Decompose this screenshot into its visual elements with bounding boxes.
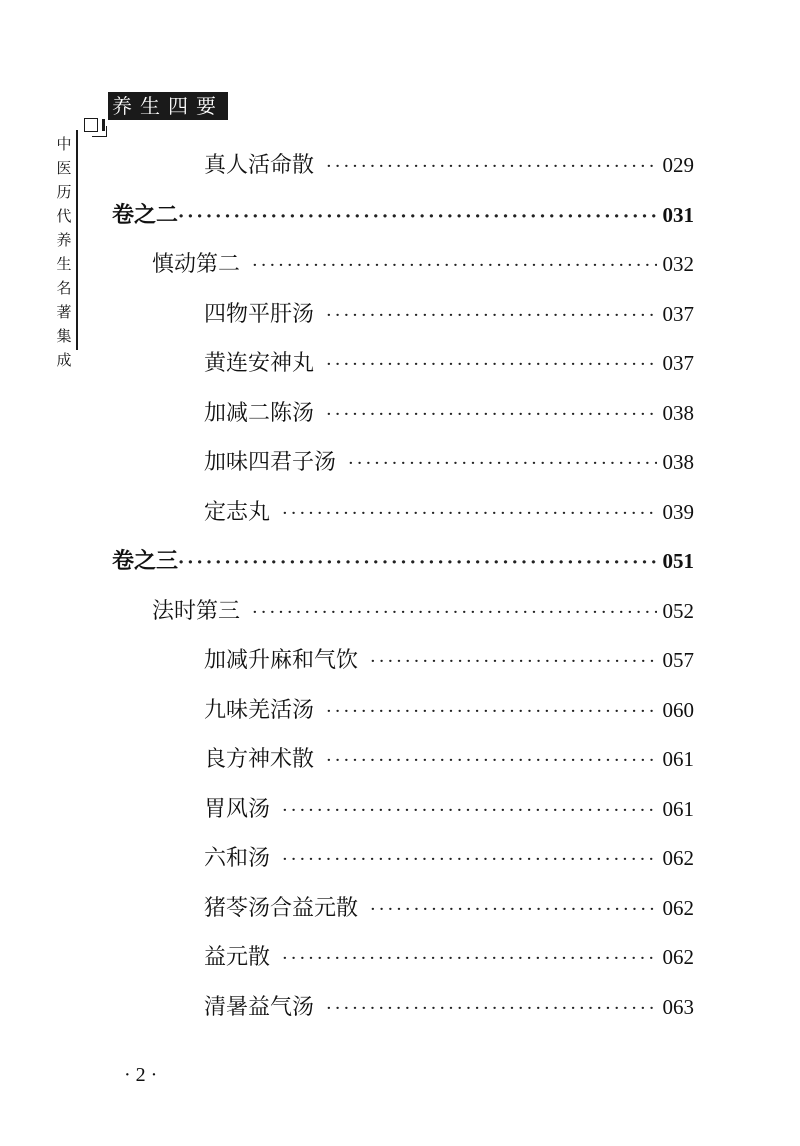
- toc-entry-title: 四物平肝汤: [204, 301, 315, 327]
- toc-entry-title: 慎动第二: [152, 252, 241, 277]
- series-title-char: 生: [56, 255, 72, 273]
- toc-entry-title: 定志丸: [204, 499, 271, 525]
- dot-leader: [282, 800, 656, 821]
- toc-entry-page: 051: [662, 549, 694, 573]
- toc-entry-page: 039: [662, 499, 694, 524]
- toc-entry[interactable]: [152, 247, 694, 287]
- dot-leader: [252, 255, 656, 276]
- page-number: · 2 ·: [124, 1064, 158, 1086]
- series-title-char: 著: [56, 303, 72, 321]
- toc-entry-page: 031: [662, 202, 694, 227]
- dot-leader: [252, 602, 656, 623]
- toc-entry[interactable]: [204, 148, 694, 188]
- toc-entry-page: 038: [662, 450, 694, 474]
- toc-entry[interactable]: [204, 742, 694, 782]
- toc-entry-page: 063: [662, 994, 694, 1019]
- toc-entry-page: 062: [662, 945, 694, 969]
- dot-leader: [326, 701, 656, 722]
- toc-entry[interactable]: [204, 445, 694, 485]
- toc-entry-page: 038: [662, 400, 694, 425]
- toc-entry-title: 胃风汤: [204, 796, 271, 822]
- toc-entry-page: 037: [662, 301, 694, 326]
- toc-entry[interactable]: [204, 940, 694, 980]
- corner-ornament-secondary: [92, 126, 107, 137]
- toc-entry-title: 九味羌活汤: [204, 697, 315, 723]
- toc-entry-title: 猪苓汤合益元散: [204, 895, 359, 921]
- toc-entry-page: 032: [662, 252, 694, 276]
- dot-leader: [326, 750, 656, 771]
- side-rule: [76, 130, 78, 350]
- toc-entry-page: 062: [662, 846, 694, 870]
- toc-entry-page: 062: [662, 895, 694, 920]
- dot-leader: [326, 354, 656, 375]
- toc-entry-title: 法时第三: [152, 598, 241, 624]
- dot-leader: [326, 305, 656, 326]
- dot-leader: [178, 552, 656, 573]
- toc-entry[interactable]: [112, 198, 694, 238]
- toc-entry-page: 061: [662, 747, 694, 771]
- dot-leader: [326, 998, 656, 1019]
- toc-entry[interactable]: [204, 792, 694, 832]
- toc-entry[interactable]: [204, 990, 694, 1030]
- book-title-tab: [108, 92, 228, 120]
- series-title-char: 代: [56, 207, 72, 225]
- toc-entry-page: 061: [662, 796, 694, 821]
- toc-entry[interactable]: [204, 346, 694, 386]
- series-title-char: 名: [56, 279, 72, 297]
- toc-entry[interactable]: [204, 495, 694, 535]
- series-title-char: 中: [56, 135, 72, 153]
- book-title: 养生四要: [112, 94, 224, 118]
- toc-entry-title: 真人活命散: [204, 153, 315, 178]
- toc-entry[interactable]: [204, 297, 694, 337]
- toc-entry[interactable]: [152, 594, 694, 634]
- series-title-char: 历: [56, 183, 72, 201]
- dot-leader: [178, 206, 656, 227]
- series-title-char: 集: [56, 327, 72, 345]
- toc-entry-title: 良方神术散: [204, 747, 315, 772]
- dot-leader: [282, 948, 656, 969]
- toc-entry-title: 加减二陈汤: [204, 400, 315, 426]
- toc-entry[interactable]: [112, 544, 694, 584]
- toc-entry-title: 卷之三: [112, 548, 179, 574]
- dot-leader: [282, 503, 656, 524]
- toc-entry[interactable]: [204, 643, 694, 683]
- toc-entry-page: 029: [662, 153, 694, 177]
- dot-leader: [348, 453, 656, 474]
- toc-entry-page: 052: [662, 598, 694, 623]
- dot-leader: [282, 849, 656, 870]
- toc-entry[interactable]: [204, 891, 694, 931]
- dot-leader: [370, 899, 656, 920]
- series-title-char: 医: [56, 159, 72, 177]
- toc-entry[interactable]: [204, 396, 694, 436]
- dot-leader: [326, 404, 656, 425]
- toc-entry-title: 清暑益气汤: [204, 994, 315, 1020]
- toc-entry-page: 060: [662, 697, 694, 722]
- toc-entry-title: 卷之二: [112, 201, 179, 228]
- toc-entry-title: 黄连安神丸: [204, 351, 315, 376]
- toc-entry-title: 六和汤: [204, 846, 271, 871]
- toc-entry-title: 益元散: [204, 945, 271, 970]
- toc-entry-title: 加减升麻和气饮: [204, 648, 359, 673]
- toc-entry-title: 加味四君子汤: [204, 450, 337, 475]
- dot-leader: [326, 156, 656, 177]
- series-title-char: 成: [56, 351, 72, 369]
- toc-entry[interactable]: [204, 841, 694, 881]
- toc-entry-page: 057: [662, 648, 694, 672]
- toc-entry-page: 037: [662, 351, 694, 375]
- series-title-vertical: [54, 132, 74, 372]
- dot-leader: [370, 651, 656, 672]
- series-title-char: 养: [56, 231, 72, 249]
- toc-entry[interactable]: [204, 693, 694, 733]
